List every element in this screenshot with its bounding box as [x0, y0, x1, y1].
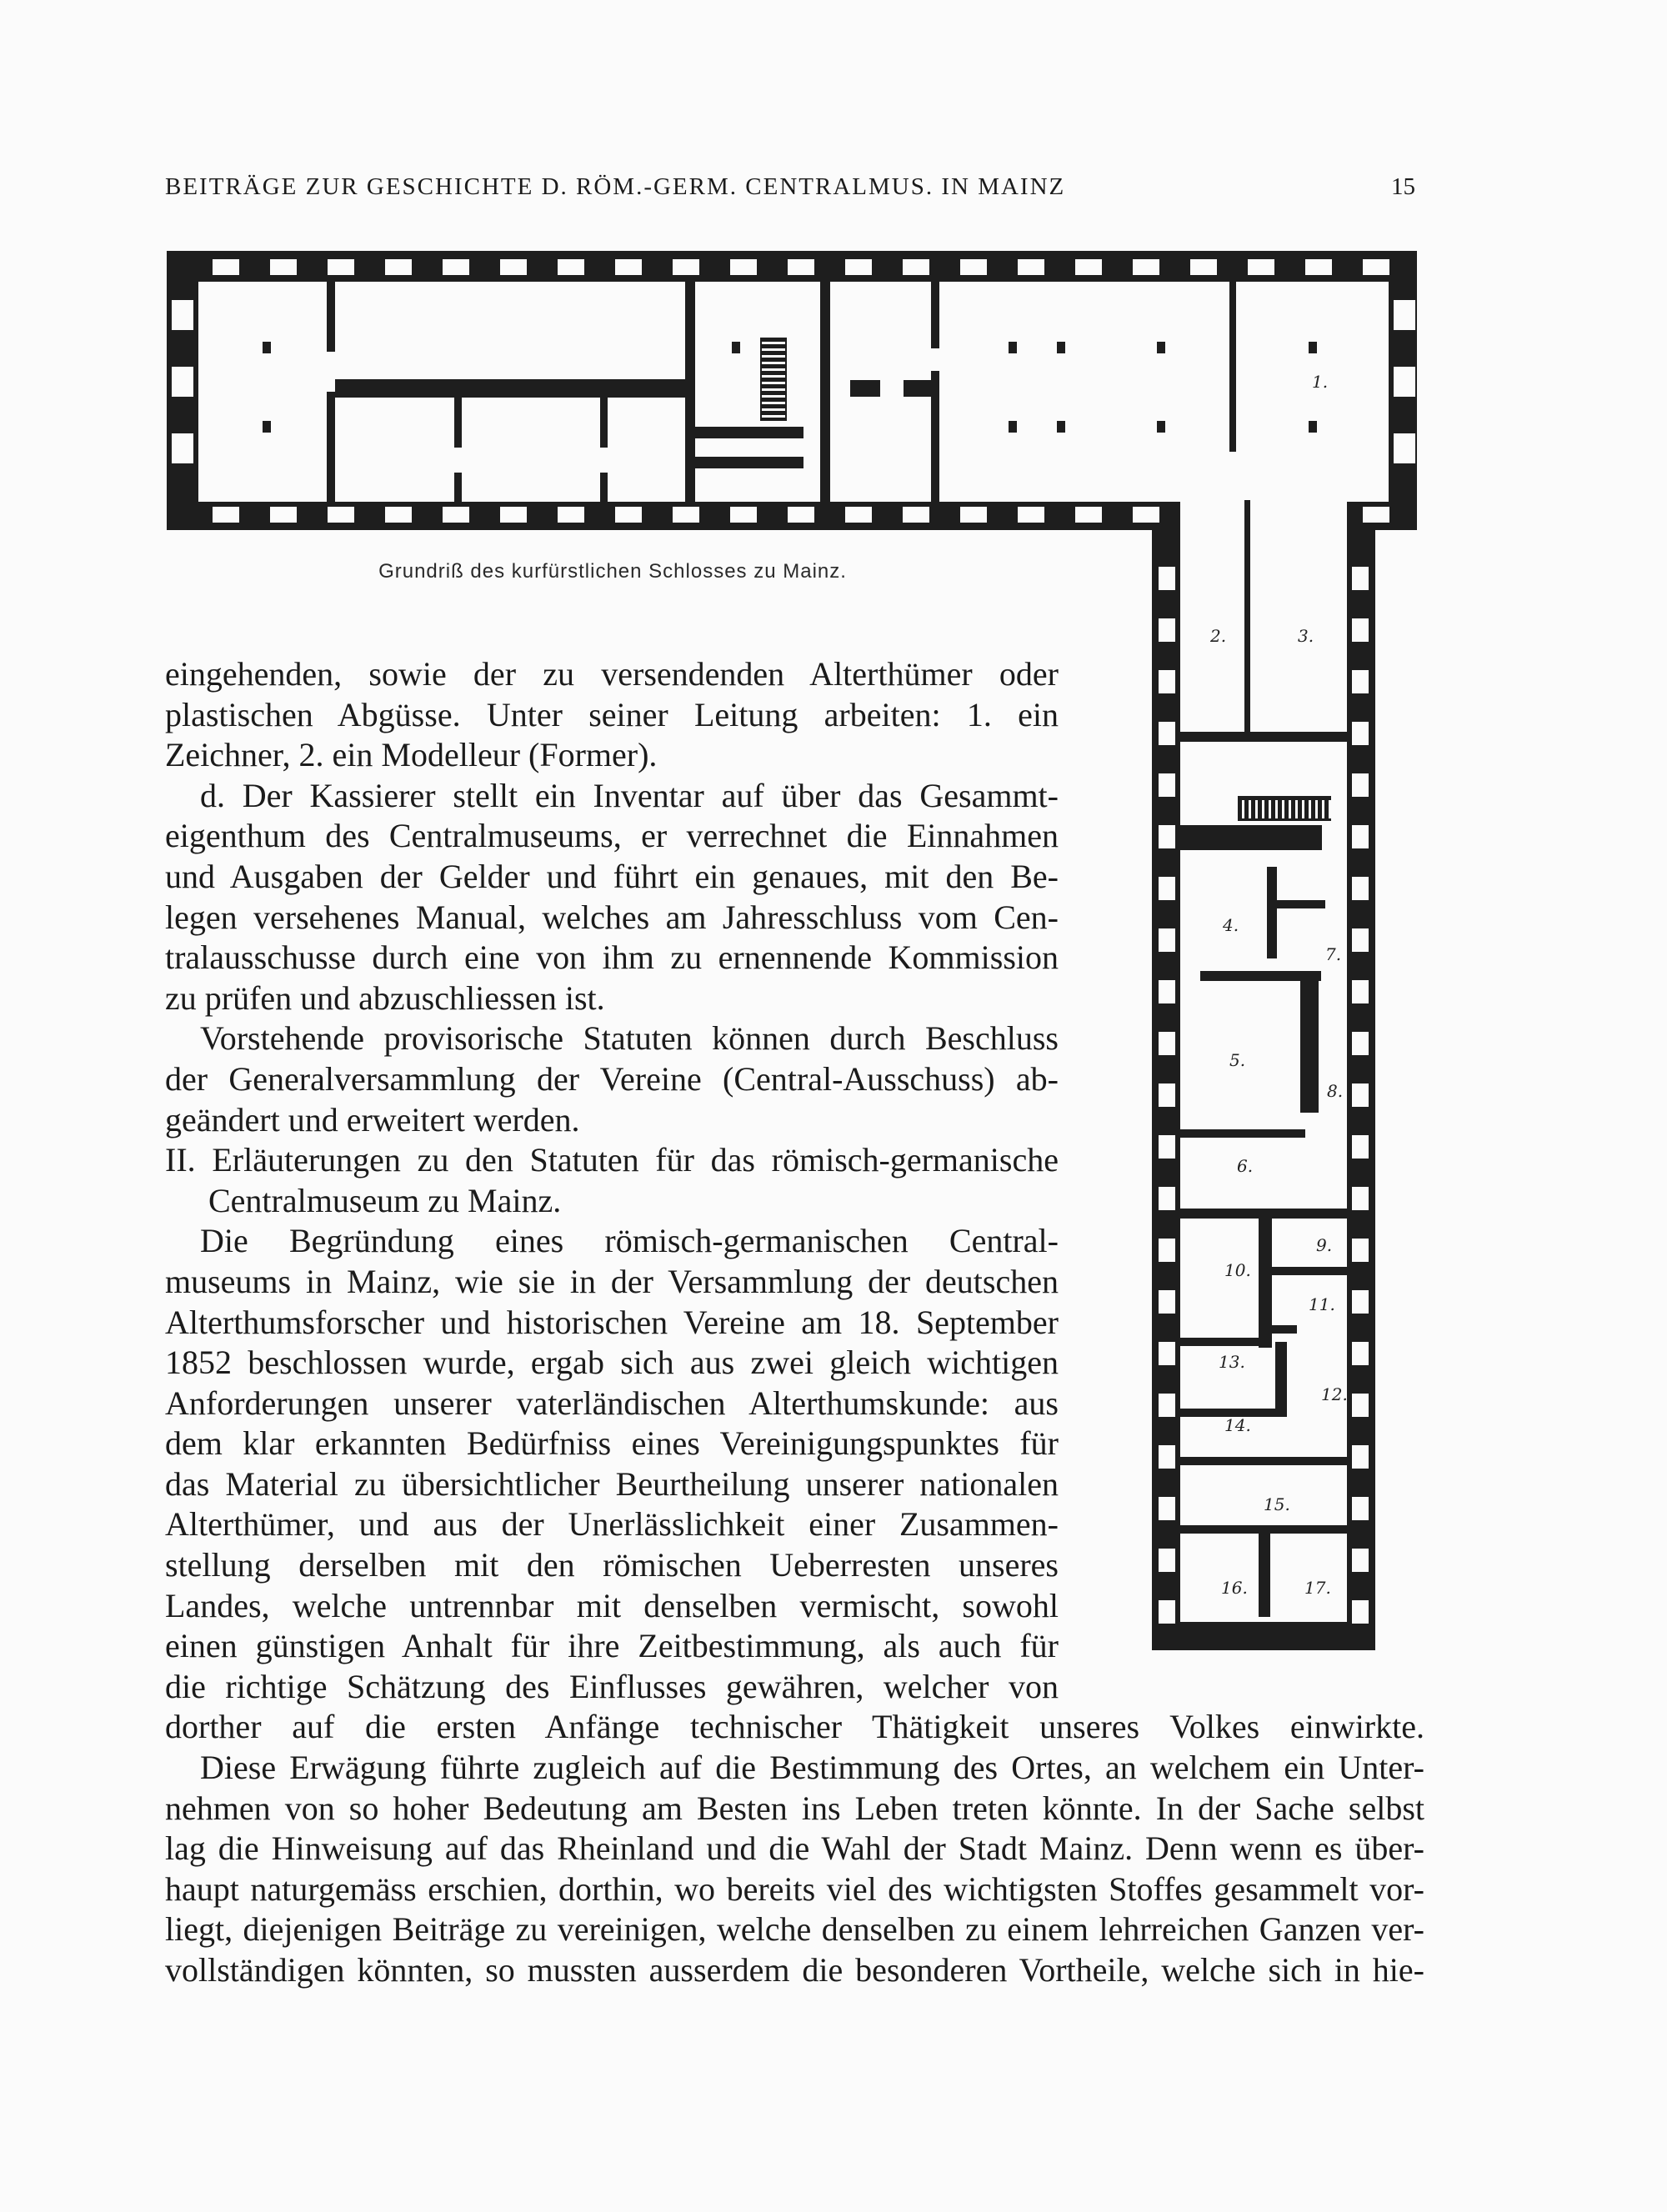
- room-label: 7.: [1325, 944, 1342, 964]
- window: [500, 259, 527, 275]
- window: [172, 300, 193, 330]
- room-label: 11.: [1309, 1294, 1335, 1314]
- wall: [1229, 282, 1236, 452]
- window: [385, 507, 412, 523]
- window: [558, 259, 584, 275]
- text-line: der Generalversammlung der Vereine (Central-Ausschuss) ab-: [165, 1059, 1059, 1098]
- window: [1018, 507, 1044, 523]
- window: [730, 259, 757, 275]
- wall: [327, 392, 335, 502]
- paragraph-first-line: Die Begründung eines römisch-germanischen Central-: [200, 1222, 1059, 1260]
- text-line: tralausschusse durch eine von ihm zu ernennende Kommission: [165, 938, 1059, 977]
- text-line: vollständigen könnten, so mussten ausserdem die besonderen Vortheile, welche sich in hie-: [165, 1951, 1424, 1989]
- room-label: 8.: [1327, 1081, 1344, 1101]
- text-line: dorther auf die ersten Anfänge technischer Thätigkeit unseres Volkes einwirkte.: [165, 1708, 1424, 1746]
- room-label: 16.: [1221, 1578, 1248, 1598]
- window: [1190, 507, 1217, 523]
- wall: [695, 457, 803, 468]
- figure-caption: Grundriß des kurfürstlichen Schlosses zu Mainz.: [378, 560, 847, 583]
- room-label: 9.: [1316, 1235, 1333, 1255]
- text-line: Landes, welche untrennbar mit denselben vermischt, sowohl: [165, 1586, 1059, 1624]
- stair-step: [762, 415, 785, 418]
- room-label: 10.: [1224, 1260, 1251, 1280]
- window: [730, 507, 757, 523]
- paragraph-first-line: Vorstehende provisorische Statuten können durch Beschluss: [200, 1019, 1059, 1058]
- window: [1394, 433, 1415, 463]
- text-line: eigenthum des Centralmuseums, er verrechnet die Einnahmen: [165, 817, 1059, 855]
- room-label: 17.: [1304, 1578, 1331, 1598]
- window: [903, 259, 929, 275]
- window: [1363, 507, 1389, 523]
- window: [673, 259, 699, 275]
- page-number: 15: [1391, 173, 1415, 200]
- text-line: nehmen von so hoher Bedeutung am Besten ins Leben treten könnte. In der Sache selbst: [165, 1789, 1424, 1827]
- window: [1133, 259, 1159, 275]
- pier: [1057, 342, 1065, 353]
- pier: [1157, 342, 1165, 353]
- paragraph-first-line: d. Der Kassierer stellt ein Inventar auf über das Gesammt-: [200, 776, 1059, 814]
- window: [270, 259, 297, 275]
- wall: [600, 398, 608, 448]
- window: [213, 507, 239, 523]
- room-label: 5.: [1229, 1050, 1246, 1070]
- window: [443, 259, 469, 275]
- running-title: BEITRÄGE ZUR GESCHICHTE D. RÖM.-GERM. CENTRALMUS. IN MAINZ: [165, 173, 1066, 200]
- window: [172, 367, 193, 397]
- stair-step: [762, 355, 785, 358]
- window: [1352, 567, 1369, 590]
- window: [172, 433, 193, 463]
- window: [1190, 259, 1217, 275]
- text-line: die richtige Schätzung des Einflusses gewähren, welcher von: [165, 1667, 1059, 1705]
- stair-step: [762, 375, 785, 378]
- pier: [263, 342, 271, 353]
- text-line: und Ausgaben der Gelder und führt ein genaues, mit den Be-: [165, 857, 1059, 895]
- text-line: eingehenden, sowie der zu versendenden Alterthümer oder: [165, 655, 1059, 693]
- paragraph-first-line: Diese Erwägung führte zugleich auf die Bestimmung des Ortes, an welchem ein Unter-: [200, 1749, 1424, 1787]
- wall: [454, 473, 462, 502]
- window: [213, 259, 239, 275]
- wall: [327, 282, 335, 352]
- window: [903, 507, 929, 523]
- window: [1394, 367, 1415, 397]
- window: [1159, 567, 1175, 590]
- text-line: Alterthümer, und aus der Unerlässlichkeit einer Zusammen-: [165, 1505, 1059, 1544]
- pier: [1309, 342, 1317, 353]
- stair-step: [762, 368, 785, 371]
- text-line: lag die Hinweisung auf das Rheinland und die Wahl der Stadt Mainz. Denn wenn es über-: [165, 1829, 1424, 1868]
- text-line: das Material zu übersichtlicher Beurtheilung unserer nationalen: [165, 1464, 1059, 1503]
- pier: [263, 421, 271, 433]
- wall: [695, 427, 803, 438]
- text-line: II. Erläuterungen zu den Statuten für das römisch-germanische: [165, 1141, 1059, 1179]
- text-line: zu prüfen und abzuschliessen ist.: [165, 978, 605, 1017]
- room-label: 3.: [1298, 626, 1314, 646]
- window: [1305, 259, 1332, 275]
- stair-step: [762, 408, 785, 411]
- room-label: 12.: [1321, 1384, 1348, 1404]
- text-line: Zeichner, 2. ein Modelleur (Former).: [165, 736, 658, 774]
- stair-step: [762, 342, 785, 344]
- window: [1018, 259, 1044, 275]
- wall: [931, 371, 939, 502]
- pier: [732, 342, 740, 353]
- window: [1159, 618, 1175, 642]
- window: [1133, 507, 1159, 523]
- wall: [600, 473, 608, 502]
- wall: [454, 398, 462, 448]
- window: [1352, 618, 1369, 642]
- window: [1394, 300, 1415, 330]
- room-label: 6.: [1237, 1156, 1254, 1176]
- room-label: 15.: [1264, 1494, 1290, 1514]
- window: [1248, 507, 1274, 523]
- wall: [904, 380, 934, 397]
- wall: [820, 282, 830, 502]
- text-line: museums in Mainz, wie sie in der Versammlung der deutschen: [165, 1262, 1059, 1300]
- window: [328, 507, 354, 523]
- stair-step: [762, 348, 785, 351]
- body-text: [165, 654, 1424, 1991]
- window: [1363, 259, 1389, 275]
- pier: [1157, 421, 1165, 433]
- window: [500, 507, 527, 523]
- window: [558, 507, 584, 523]
- wall: [931, 282, 939, 348]
- window: [328, 259, 354, 275]
- window: [1248, 259, 1274, 275]
- window: [270, 507, 297, 523]
- stair-step: [762, 402, 785, 404]
- room-label: 13.: [1219, 1352, 1245, 1372]
- window: [615, 507, 642, 523]
- stair-step: [762, 362, 785, 364]
- window: [788, 259, 814, 275]
- text-line: Centralmuseum zu Mainz.: [208, 1181, 562, 1219]
- window: [1075, 259, 1102, 275]
- room-label: 2.: [1210, 626, 1227, 646]
- window: [845, 259, 872, 275]
- text-line: einen günstigen Anhalt für ihre Zeitbestimmung, als auch für: [165, 1627, 1059, 1665]
- stair-step: [762, 388, 785, 391]
- text-line: haupt naturgemäss erschien, dorthin, wo bereits viel des wichtigsten Stoffes gesammelt vor-: [165, 1869, 1424, 1908]
- window: [788, 507, 814, 523]
- pier: [1009, 421, 1017, 433]
- text-line: 1852 beschlossen wurde, ergab sich aus zwei gleich wichtigen: [165, 1344, 1059, 1382]
- window: [385, 259, 412, 275]
- text-line: geändert und erweitert werden.: [165, 1100, 580, 1139]
- text-line: liegt, diejenigen Beiträge zu vereinigen, welche denselben zu einem lehrreichen Ganzen ver-: [165, 1910, 1424, 1949]
- pier: [1309, 421, 1317, 433]
- pier: [1057, 421, 1065, 433]
- window: [845, 507, 872, 523]
- window: [960, 507, 987, 523]
- wall: [850, 380, 880, 397]
- pier: [1009, 342, 1017, 353]
- stair-step: [762, 395, 785, 398]
- window: [960, 259, 987, 275]
- text-line: legen versehenes Manual, welches am Jahresschluss vom Cen-: [165, 898, 1059, 936]
- room-label: 14.: [1224, 1415, 1251, 1435]
- stair-step: [762, 382, 785, 384]
- window: [1075, 507, 1102, 523]
- text-line: Anforderungen unserer vaterländischen Alterthumskunde: aus: [165, 1384, 1059, 1422]
- window: [1305, 507, 1332, 523]
- window: [615, 259, 642, 275]
- wall: [335, 379, 693, 398]
- window: [443, 507, 469, 523]
- room-label: 4.: [1223, 915, 1239, 935]
- room-label: 1.: [1312, 372, 1329, 392]
- text-line: stellung derselben mit den römischen Ueberresten unseres: [165, 1546, 1059, 1584]
- text-line: Alterthumsforscher und historischen Vereine am 18. September: [165, 1303, 1059, 1341]
- window: [673, 507, 699, 523]
- text-line: dem klar erkannten Bedürfniss eines Vereinigungspunktes für: [165, 1424, 1059, 1463]
- text-line: plastischen Abgüsse. Unter seiner Leitung arbeiten: 1. ein: [165, 695, 1059, 733]
- wall: [685, 282, 695, 502]
